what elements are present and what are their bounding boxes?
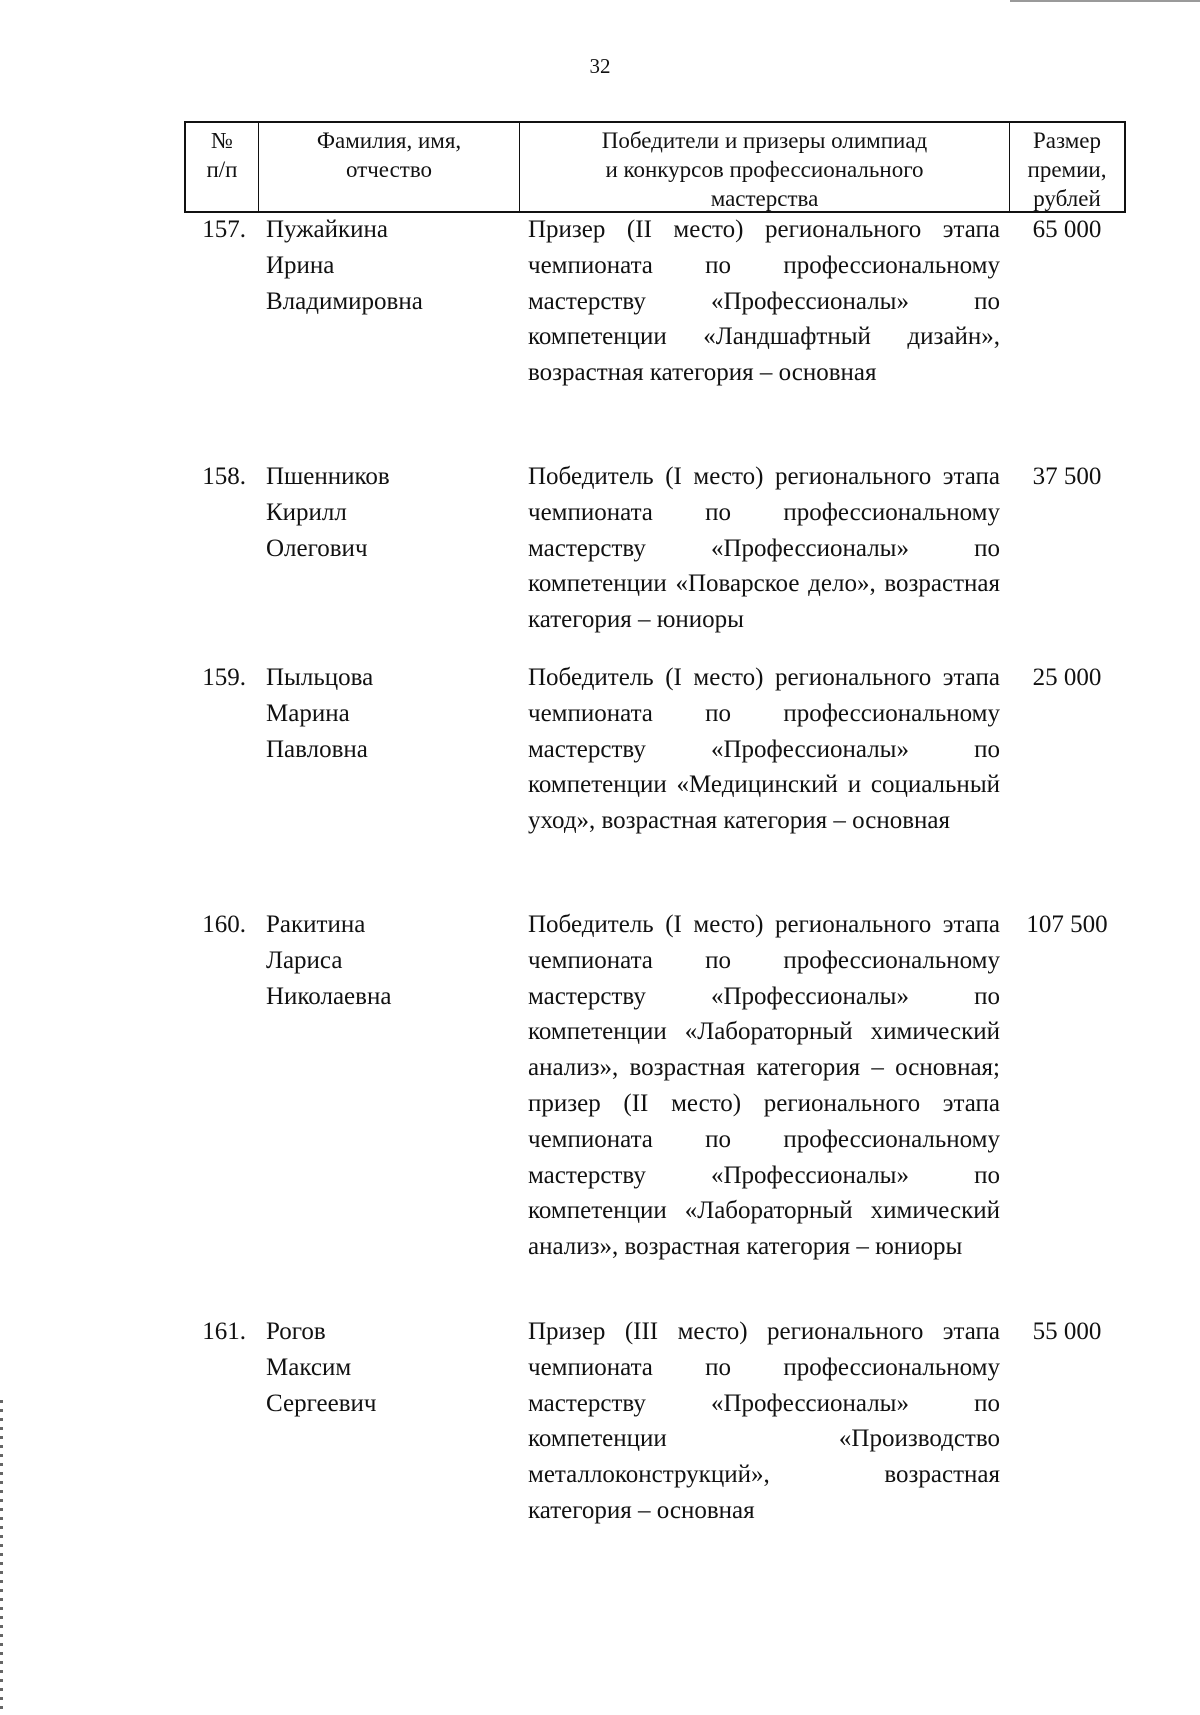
row-achievement: Победитель (I место) регионального этапа чемпионата по профессиональному мастерству «Профессионалы» по компетенции «Поварское дело», возрастная категория – юниоры bbox=[528, 463, 1000, 634]
row-bonus-amount: 107 500 bbox=[1026, 911, 1108, 938]
row-achievement: Победитель (I место) регионального этапа чемпионата по профессиональному мастерству «Профессионалы» по компетенции «Лабораторный химический анализ», возрастная категория – основная; призер (II место) регионального этапа чемпионата по профессиональному мастерству «Профессионалы» по компетенции «Лабораторный химический анализ», возрастная категория – юниоры bbox=[528, 911, 1000, 1261]
row-bonus-amount: 55 000 bbox=[1032, 1318, 1102, 1345]
row-bonus-amount: 65 000 bbox=[1032, 216, 1102, 243]
row-full-name: Пужайкина Ирина Владимировна bbox=[266, 216, 423, 315]
table-row bbox=[184, 1314, 1126, 1534]
row-number: 159. bbox=[202, 664, 246, 691]
table-row bbox=[184, 212, 1126, 459]
table-row bbox=[184, 660, 1126, 907]
header-number: № п/п bbox=[186, 123, 259, 211]
row-achievement: Призер (III место) регионального этапа чемпионата по профессиональному мастерству «Профессионалы» по компетенции «Производство металлоконструкций», возрастная категория – основная bbox=[528, 1318, 1000, 1524]
table-body bbox=[184, 212, 1126, 1534]
table-row bbox=[184, 459, 1126, 660]
row-full-name: Пшенников Кирилл Олегович bbox=[266, 463, 390, 562]
row-bonus-amount: 25 000 bbox=[1032, 664, 1102, 691]
table-row bbox=[184, 907, 1126, 1314]
scan-top-rule bbox=[1010, 0, 1200, 2]
row-full-name: Рогов Максим Сергеевич bbox=[266, 1318, 377, 1417]
table-header bbox=[184, 121, 1126, 213]
row-full-name: Пыльцова Марина Павловна bbox=[266, 664, 374, 763]
header-bonus-amount: Размер премии, рублей bbox=[1027, 128, 1107, 211]
header-full-name: Фамилия, имя, отчество bbox=[259, 123, 520, 211]
row-number: 158. bbox=[202, 463, 246, 490]
row-number: 161. bbox=[202, 1318, 246, 1345]
row-achievement: Победитель (I место) регионального этапа чемпионата по профессиональному мастерству «Профессионалы» по компетенции «Медицинский и социальный уход», возрастная категория – основная bbox=[528, 664, 1000, 835]
header-achievement: Победители и призеры олимпиад и конкурсов профессионального мастерства bbox=[520, 123, 1010, 211]
row-full-name: Ракитина Лариса Николаевна bbox=[266, 911, 392, 1010]
row-bonus-amount: 37 500 bbox=[1032, 463, 1102, 490]
page-number: 32 bbox=[589, 54, 611, 78]
row-number: 157. bbox=[202, 216, 246, 243]
scan-left-edge bbox=[0, 1400, 3, 1715]
row-achievement: Призер (II место) регионального этапа чемпионата по профессиональному мастерству «Профессионалы» по компетенции «Ландшафтный дизайн», возрастная категория – основная bbox=[528, 216, 1000, 387]
row-number: 160. bbox=[202, 911, 246, 938]
